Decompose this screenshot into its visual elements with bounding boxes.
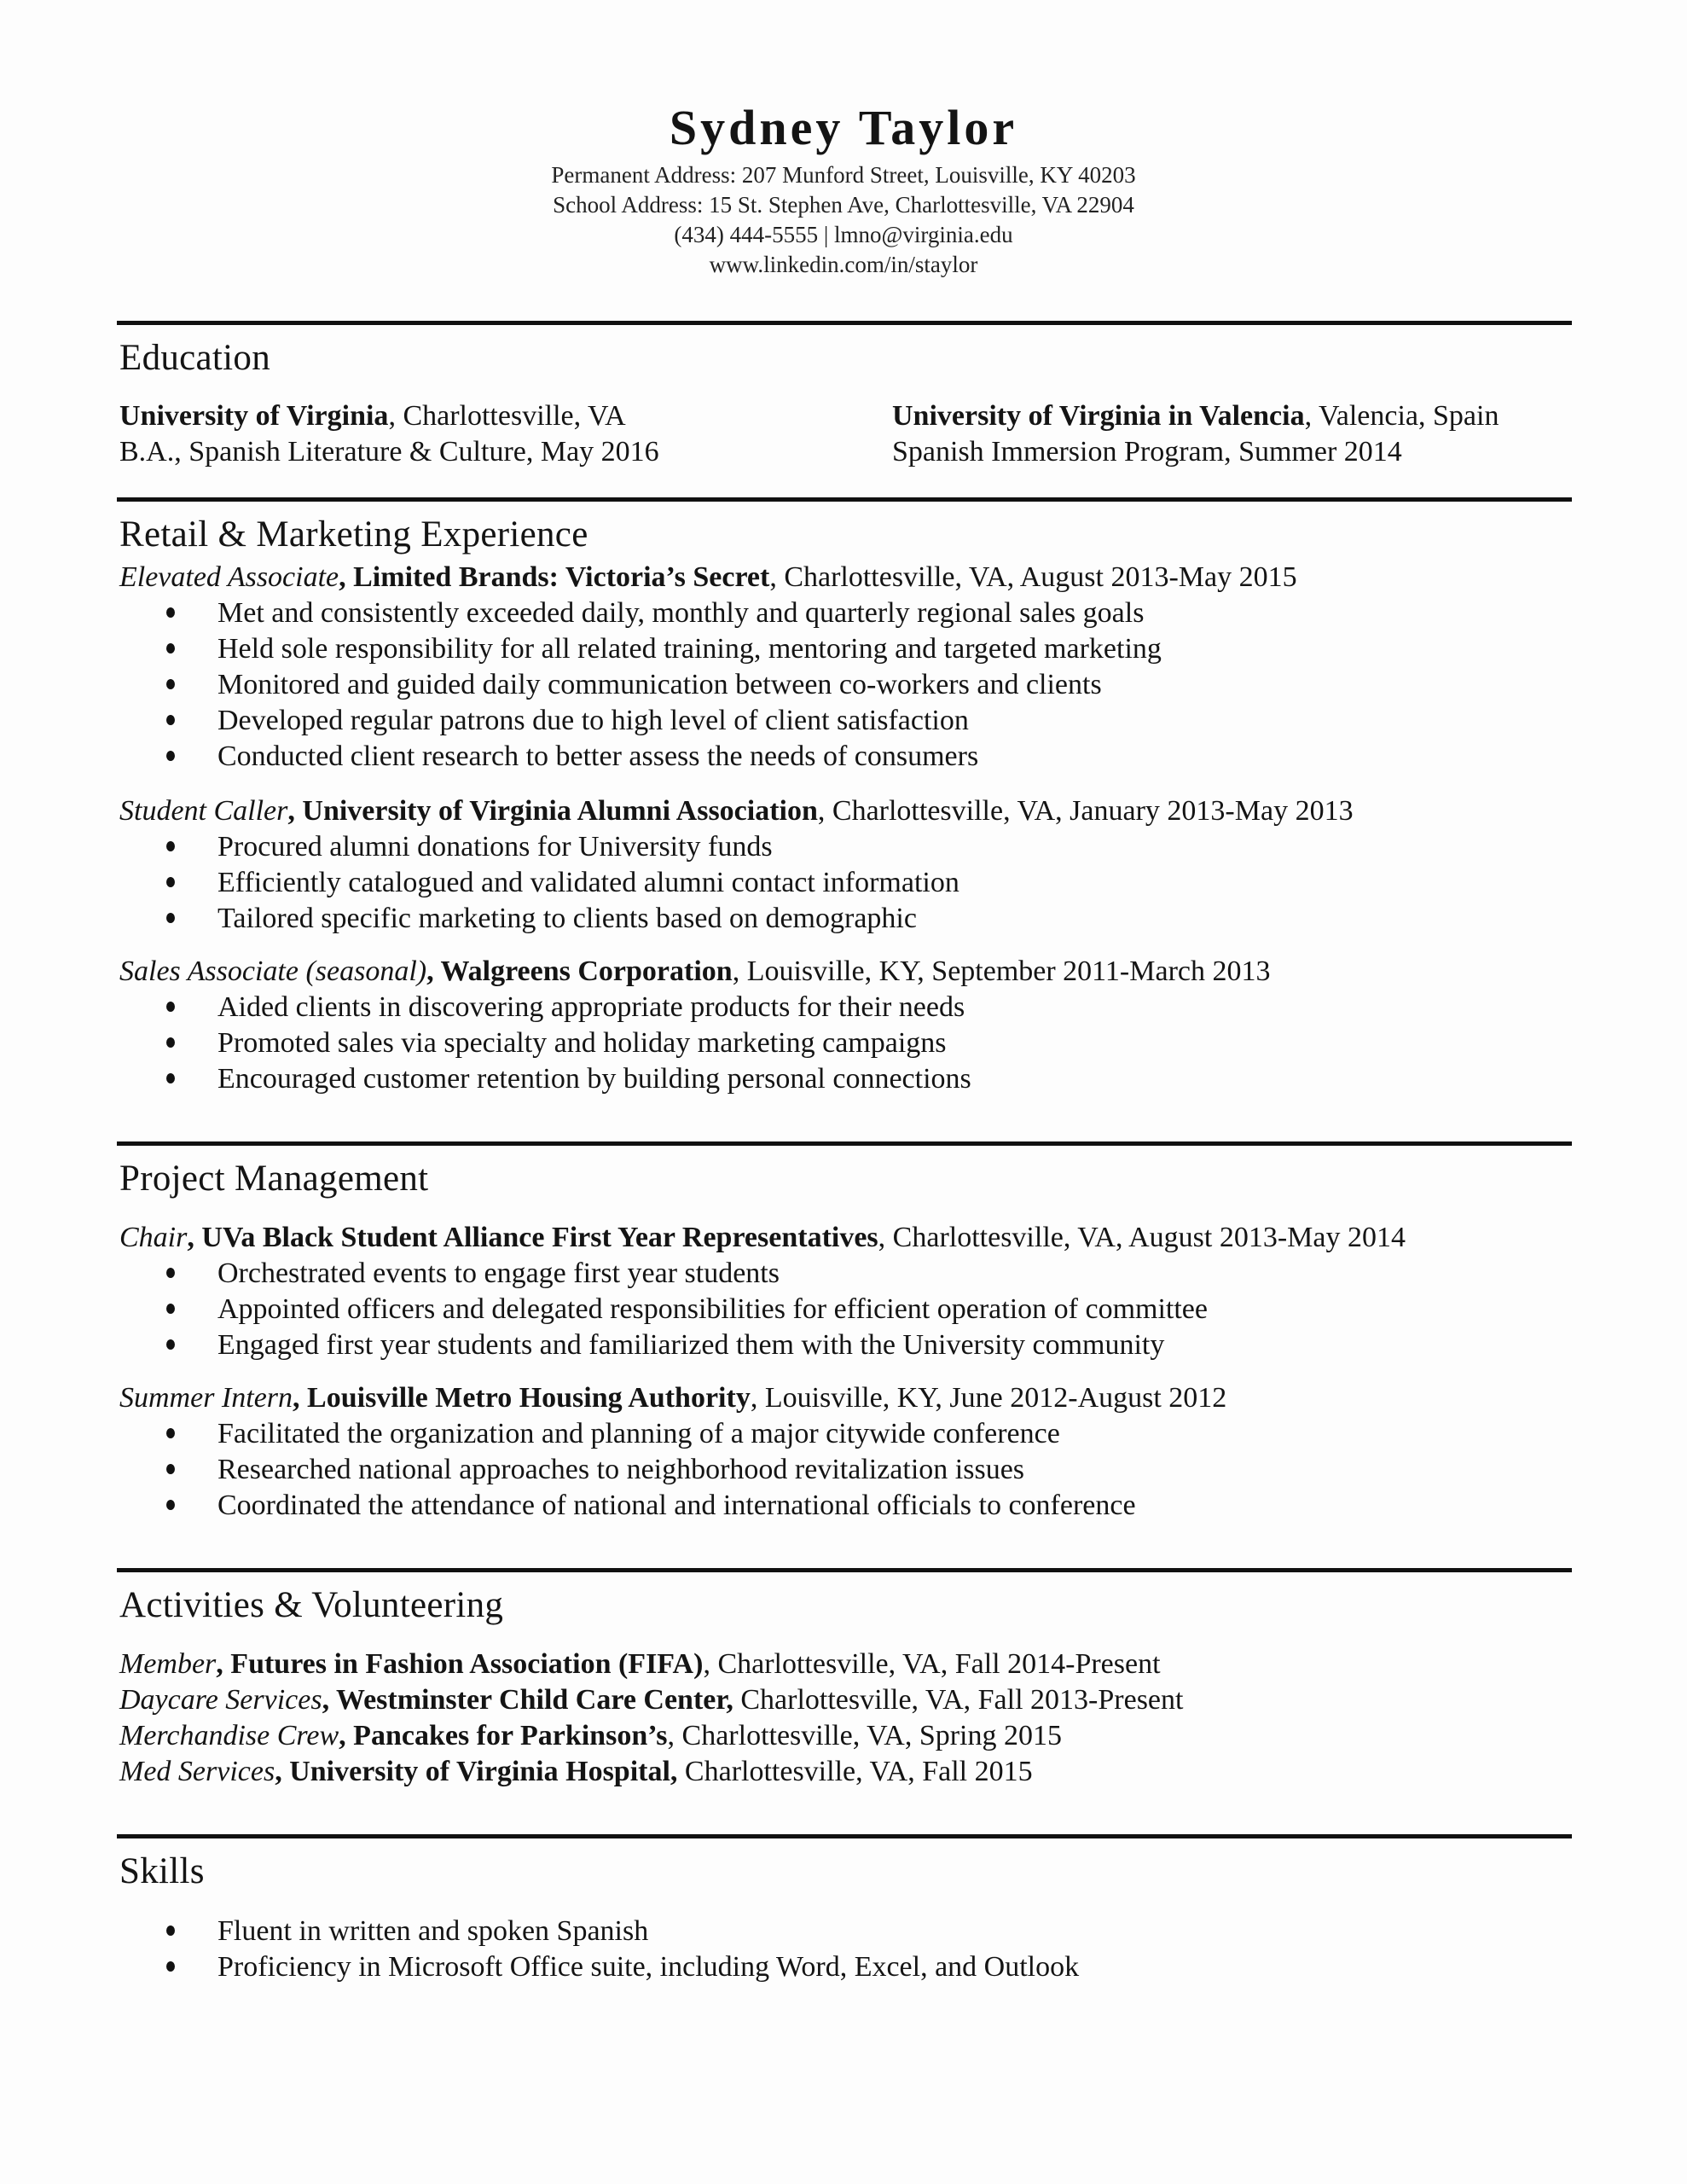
activity-item bbox=[119, 1718, 1062, 1754]
bullet-item: Promoted sales via specialty and holiday marketing campaigns bbox=[166, 1025, 947, 1061]
bullet-item: Developed regular patrons due to high level of client satisfaction bbox=[166, 703, 969, 739]
bullet-icon bbox=[166, 1073, 175, 1083]
candidate-name: Sydney Taylor bbox=[669, 100, 1018, 155]
bullet-item: Encouraged customer retention by building personal connections bbox=[166, 1061, 971, 1097]
bullet-icon bbox=[166, 1500, 175, 1510]
bullet-icon bbox=[166, 1339, 175, 1350]
job-meta: , Charlottesville, VA, January 2013-May 2013 bbox=[817, 795, 1354, 827]
school-address: School Address: 15 St. Stephen Ave, Charlottesville, VA 22904 bbox=[553, 192, 1134, 218]
education-entry-institution bbox=[119, 398, 626, 434]
job-org: , Walgreens Corporation bbox=[426, 956, 733, 987]
job-meta: , Charlottesville, VA, August 2013-May 2014 bbox=[878, 1222, 1406, 1253]
bullet-item: Proficiency in Microsoft Office suite, including Word, Excel, and Outlook bbox=[166, 1949, 1079, 1985]
activity-meta: Charlottesville, VA, Fall 2015 bbox=[677, 1756, 1033, 1787]
permanent-address: Permanent Address: 207 Munford Street, Louisville, KY 40203 bbox=[551, 162, 1136, 188]
bullet-item: Procured alumni donations for University funds bbox=[166, 829, 773, 865]
section-divider bbox=[117, 1568, 1572, 1572]
bullet-icon bbox=[166, 679, 175, 689]
education-entry-detail: B.A., Spanish Literature & Culture, May 2016 bbox=[119, 436, 659, 468]
activity-role: Med Services bbox=[119, 1756, 275, 1787]
job-heading bbox=[119, 1380, 1226, 1416]
section-divider bbox=[117, 1141, 1572, 1146]
bullet-icon bbox=[166, 607, 175, 618]
bullet-item: Orchestrated events to engage first year students bbox=[166, 1256, 780, 1292]
section-divider bbox=[117, 497, 1572, 502]
job-org: , Limited Brands: Victoria’s Secret bbox=[339, 561, 770, 593]
bullet-icon bbox=[166, 715, 175, 725]
education-entry-institution bbox=[892, 398, 1499, 434]
bullet-icon bbox=[166, 1428, 175, 1438]
job-org: , Louisville Metro Housing Authority bbox=[293, 1382, 751, 1414]
bullet-item: Engaged first year students and familiarized them with the University community bbox=[166, 1327, 1164, 1363]
resume-header bbox=[0, 96, 1687, 280]
job-meta: , Louisville, KY, June 2012-August 2012 bbox=[750, 1382, 1227, 1414]
bullet-item: Held sole responsibility for all related training, mentoring and targeted marketing bbox=[166, 631, 1162, 667]
section-title-skills: Skills bbox=[119, 1851, 205, 1891]
job-heading bbox=[119, 1220, 1406, 1256]
job-heading bbox=[119, 793, 1354, 829]
bullet-item: Aided clients in discovering appropriate products for their needs bbox=[166, 990, 965, 1025]
bullet-item: Tailored specific marketing to clients based on demographic bbox=[166, 901, 917, 937]
bullet-icon bbox=[166, 1002, 175, 1012]
job-org: , UVa Black Student Alliance First Year Representatives bbox=[187, 1222, 878, 1253]
job-heading bbox=[119, 954, 1270, 990]
activity-meta: Charlottesville, VA, Fall 2013-Present bbox=[733, 1684, 1184, 1716]
bullet-icon bbox=[166, 877, 175, 887]
bullet-icon bbox=[166, 1304, 175, 1314]
section-title-experience: Retail & Marketing Experience bbox=[119, 514, 588, 555]
linkedin-url: www.linkedin.com/in/staylor bbox=[709, 252, 978, 277]
job-role: Chair bbox=[119, 1222, 188, 1253]
bullet-icon bbox=[166, 841, 175, 851]
activity-org: , University of Virginia Hospital, bbox=[275, 1756, 678, 1787]
job-role: Student Caller bbox=[119, 795, 288, 827]
activity-org: , Futures in Fashion Association (FIFA) bbox=[216, 1648, 704, 1680]
activity-role: Daycare Services bbox=[119, 1684, 322, 1716]
bullet-icon bbox=[166, 751, 175, 761]
job-meta: , Charlottesville, VA, August 2013-May 2015 bbox=[769, 561, 1297, 593]
job-meta: , Louisville, KY, September 2011-March 2013 bbox=[732, 956, 1271, 987]
section-title-education: Education bbox=[119, 338, 271, 378]
section-divider bbox=[117, 321, 1572, 325]
section-title-activities: Activities & Volunteering bbox=[119, 1585, 504, 1625]
bullet-item: Monitored and guided daily communication between co-workers and clients bbox=[166, 667, 1102, 703]
activity-item bbox=[119, 1647, 1161, 1682]
section-divider bbox=[117, 1834, 1572, 1838]
activity-org: , Pancakes for Parkinson’s bbox=[339, 1720, 668, 1751]
bullet-item: Met and consistently exceeded daily, monthly and quarterly regional sales goals bbox=[166, 595, 1144, 631]
section-title-projects: Project Management bbox=[119, 1159, 429, 1199]
bullet-item: Researched national approaches to neighborhood revitalization issues bbox=[166, 1452, 1024, 1488]
job-role: Elevated Associate bbox=[119, 561, 339, 593]
bullet-item: Conducted client research to better assess the needs of consumers bbox=[166, 739, 978, 775]
bullet-icon bbox=[166, 1464, 175, 1474]
bullet-item: Appointed officers and delegated responsibilities for efficient operation of committee bbox=[166, 1292, 1208, 1327]
job-heading bbox=[119, 560, 1297, 595]
bullet-item: Facilitated the organization and planning of a major citywide conference bbox=[166, 1416, 1060, 1452]
bullet-icon bbox=[166, 1926, 175, 1936]
bullet-icon bbox=[166, 1961, 175, 1972]
job-role: Sales Associate (seasonal) bbox=[119, 956, 427, 987]
bullet-item: Efficiently catalogued and validated alumni contact information bbox=[166, 865, 959, 901]
bullet-item: Fluent in written and spoken Spanish bbox=[166, 1914, 648, 1949]
activity-meta: , Charlottesville, VA, Fall 2014-Present bbox=[703, 1648, 1161, 1680]
phone-email: (434) 444-5555 | lmno@virginia.edu bbox=[674, 222, 1013, 247]
activity-role: Merchandise Crew bbox=[119, 1720, 339, 1751]
activity-org: , Westminster Child Care Center, bbox=[322, 1684, 733, 1716]
institution-name: University of Virginia in Valencia bbox=[892, 400, 1305, 432]
activity-item bbox=[119, 1754, 1033, 1790]
activity-meta: , Charlottesville, VA, Spring 2015 bbox=[667, 1720, 1063, 1751]
bullet-icon bbox=[166, 913, 175, 923]
institution-name: University of Virginia bbox=[119, 400, 389, 432]
institution-location: , Valencia, Spain bbox=[1304, 400, 1499, 432]
job-org: , University of Virginia Alumni Association bbox=[287, 795, 818, 827]
bullet-icon bbox=[166, 1268, 175, 1278]
activity-role: Member bbox=[119, 1648, 217, 1680]
job-role: Summer Intern bbox=[119, 1382, 293, 1414]
institution-location: , Charlottesville, VA bbox=[388, 400, 626, 432]
education-entry-detail: Spanish Immersion Program, Summer 2014 bbox=[892, 436, 1402, 468]
bullet-icon bbox=[166, 643, 175, 653]
bullet-item: Coordinated the attendance of national and international officials to conference bbox=[166, 1488, 1136, 1524]
bullet-icon bbox=[166, 1037, 175, 1048]
activity-item bbox=[119, 1682, 1183, 1718]
